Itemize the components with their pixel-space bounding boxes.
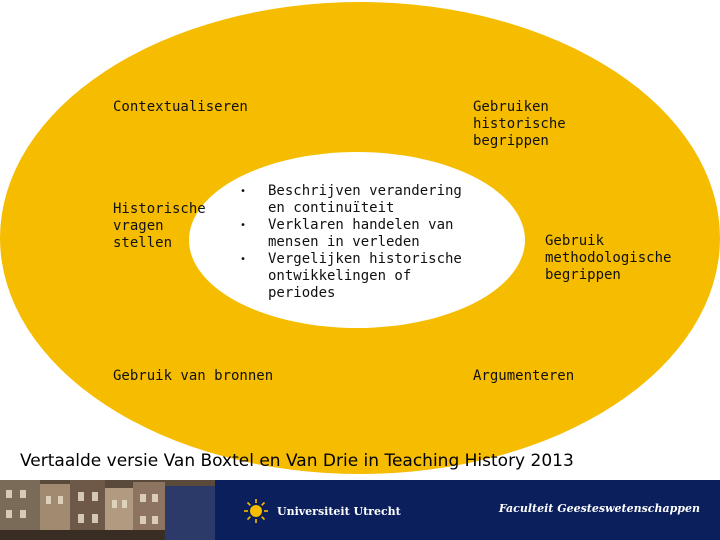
footer-banner <box>0 480 720 540</box>
label-gebruiken-historische-begrippen: Gebruiken historische begrippen <box>473 99 566 149</box>
label-argumenteren: Argumenteren <box>473 368 575 384</box>
university-logo <box>243 498 401 524</box>
city-photo <box>0 480 215 540</box>
list-item: • Beschrijven verandering en continuïteit <box>240 183 462 216</box>
bullet-icon: • <box>240 254 247 265</box>
university-name: Universiteit Utrecht <box>277 504 401 518</box>
bullet-icon: • <box>240 220 247 231</box>
label-gebruik-van-bronnen: Gebruik van bronnen <box>113 368 274 384</box>
label-gebruik-methodologische-begrippen: Gebruik methodologische begrippen <box>545 233 672 283</box>
source-caption: Vertaalde versie Van Boxtel en Van Drie in Teaching History 2013 <box>20 451 574 471</box>
list-item: • Vergelijken historische ontwikkelingen of periodes <box>240 251 462 301</box>
label-contextualiseren: Contextualiseren <box>113 99 248 115</box>
bullet-icon: • <box>240 186 247 197</box>
faculty-name: Faculteit Geesteswetenschappen <box>498 502 700 515</box>
uu-sun-logo-icon <box>243 498 269 524</box>
list-item: • Verklaren handelen van mensen in verleden <box>240 217 454 250</box>
label-historische-vragen-stellen: Historische vragen stellen <box>113 201 206 251</box>
core-skills-list <box>240 183 475 302</box>
